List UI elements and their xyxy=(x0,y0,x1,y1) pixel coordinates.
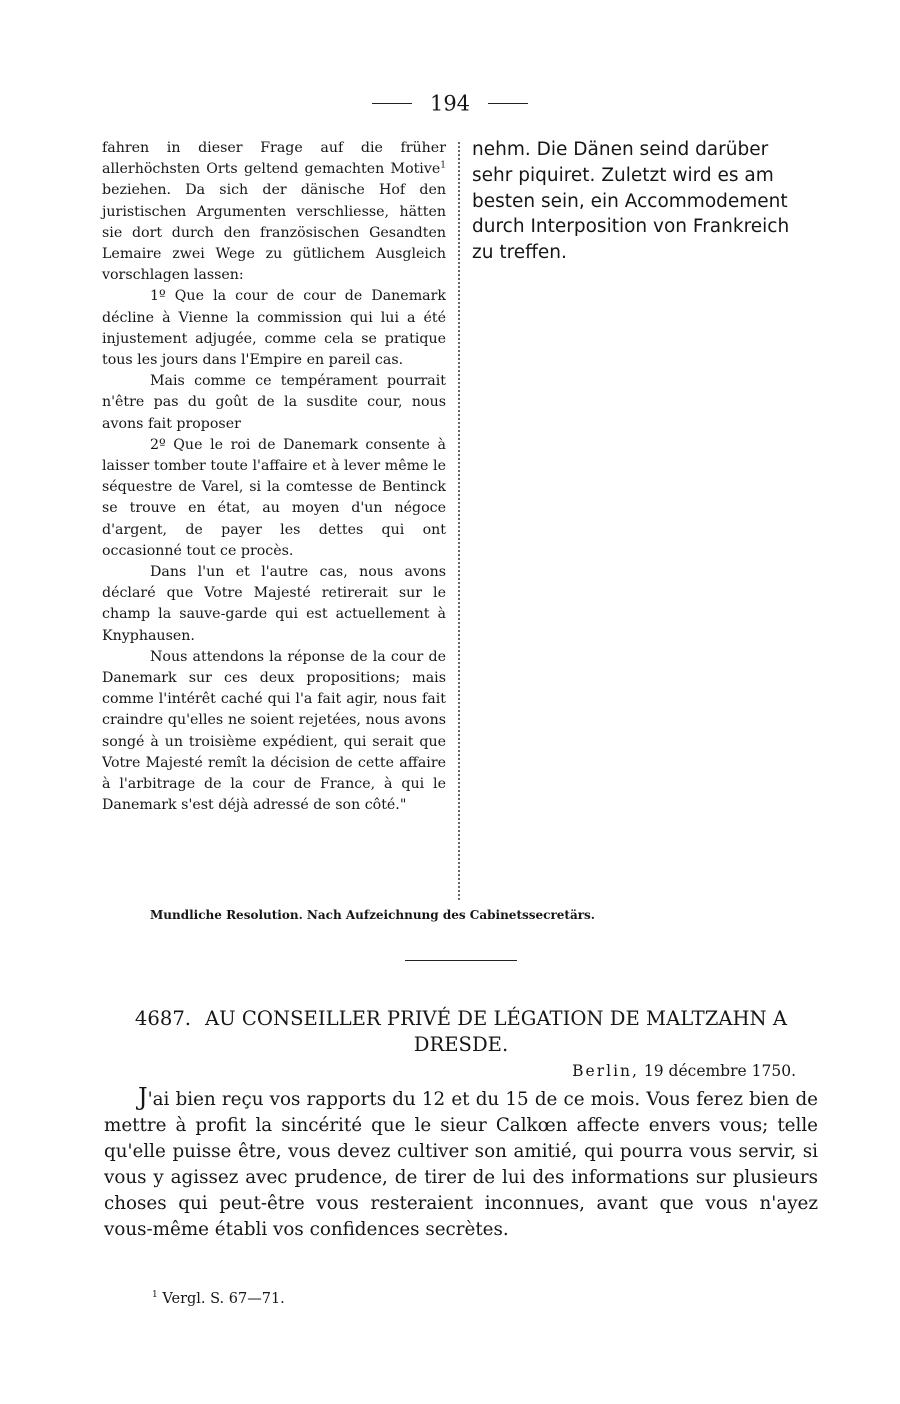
header-rule-right xyxy=(488,103,528,104)
page-number: 194 xyxy=(429,91,471,116)
footnote xyxy=(152,1285,285,1309)
footnote-text: Vergl. S. 67—71. xyxy=(162,1290,285,1307)
initial-letter: J xyxy=(138,1083,148,1111)
left-paragraph-5: Dans l'un et l'autre cas, nous avons déclaré que Votre Majesté retirerait sur le champ la sauve-garde qui est actuellement à Knyphausen. xyxy=(102,564,446,644)
left-column xyxy=(102,138,446,817)
left-paragraph-6: Nous attendons la réponse de la cour de Danemark sur ces deux propositions; mais comme l'intérêt caché qui l'a fait agir, nous fait craindre qu'elles ne soient rejetées, nous avons songé à un troisième expédient, qui serait que Votre Majesté remît la décision de cette affaire à l'arbitrage de la cour de France, à qui le Danemark s'est déjà adressé de son côté." xyxy=(102,648,446,814)
footnote-reference[interactable]: 1 xyxy=(440,160,446,171)
letter-body xyxy=(104,1085,818,1242)
left-paragraph-3: Mais comme ce tempérament pourrait n'être pas du goût de la susdite cour, nous avons fait proposer xyxy=(102,373,446,432)
right-paragraph: nehm. Die Dänen seind darüber sehr piquiret. Zuletzt wird es am besten sein, ein Accommodement durch Interposition von Frankreich zu treffen. xyxy=(472,139,790,264)
column-divider xyxy=(458,142,460,900)
document-title: AU CONSEILLER PRIVÉ DE LÉGATION DE MALTZAHN A DRESDE. xyxy=(205,1007,788,1056)
dateline xyxy=(572,1061,796,1081)
section-separator xyxy=(405,960,517,961)
letter-paragraph: J'ai bien reçu vos rapports du 12 et du 15 de ce mois. Vous ferez bien de mettre à profit la sincérité que le sieur Calkœn affecte envers vous; telle qu'elle puisse être, vous devez cultiver son amitié, qui pourra vous servir, si vous y agissez avec prudence, de tirer de lui des informations sur plusieurs choses qui peut-être vous resteraient inconnues, avant que vous n'ayez vous-même établi vos confidences secrètes. xyxy=(104,1083,818,1240)
document-number: 4687. xyxy=(134,1007,192,1030)
header-rule-left xyxy=(372,103,412,104)
date-place: Berlin, xyxy=(572,1062,639,1080)
right-column xyxy=(472,137,814,266)
document-heading xyxy=(104,1006,818,1058)
left-paragraph-1: fahren in dieser Frage auf die früher allerhöchsten Orts geltend gemachten Motive$^1$ beziehen. Da sich der dänische Hof den juristischen Argumenten verschliesse, hätten sie dort durch den französischen Gesandten Lemaire zwei Wege zu gütlichem Ausgleich vorschlagen lassen: xyxy=(102,140,446,284)
date-value: 19 décembre 1750. xyxy=(643,1062,796,1080)
left-paragraph-2: 1º Que la cour de cour de Danemark décline à Vienne la commission qui lui a été injustement adjugée, comme cela se pratique tous les jours dans l'Empire en pareil cas. xyxy=(102,288,446,369)
page-header xyxy=(0,88,900,118)
footnote-marker: 1 xyxy=(152,1290,158,1300)
resolution-note: Mundliche Resolution. Nach Aufzeichnung des Cabinetssecretärs. xyxy=(150,908,595,922)
left-paragraph-4: 2º Que le roi de Danemark consente à laisser tomber toute l'affaire et à lever même le séquestre de Varel, si la comtesse de Bentinck se trouve en état, au moyen d'un négoce d'argent, de payer les dettes qui ont occasionné tout ce procès. xyxy=(102,436,446,559)
